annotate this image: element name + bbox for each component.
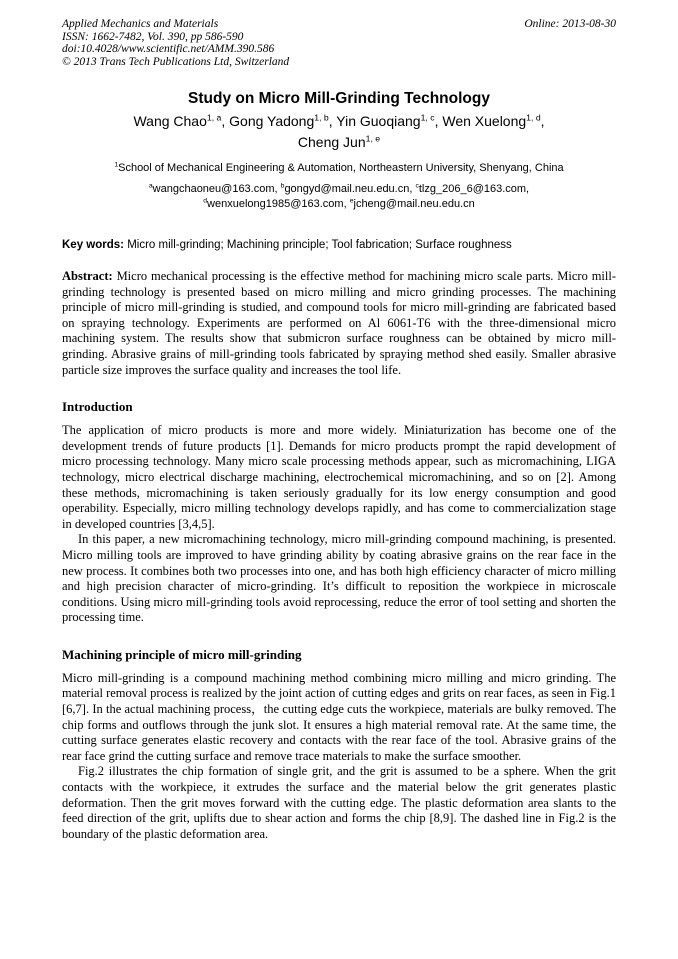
author-superscript: 1, b [314, 112, 329, 123]
author-line-2 [62, 132, 616, 153]
abstract-label: Abstract: [62, 269, 113, 283]
keywords-text: Micro mill-grinding; Machining principle; Tool fabrication; Surface roughness [127, 239, 512, 251]
copyright-line: © 2013 Trans Tech Publications Ltd, Switzerland [62, 55, 290, 68]
email-line-1 [62, 182, 616, 197]
affiliation [62, 161, 616, 175]
machining-principle-paragraph-1: Micro mill-grinding is a compound machining method combining micro milling and micro grinding. The material removal process is realized by the joint action of cutting edges and grits on rear faces, as seen in Fig.1 [6,7]. In the actual machining process，the cutting edge cuts the workpiece, materials are bulky removed. The chip forms and outflows through the junk slot. It ensures a high material removal rate. At the same time, the cutting surface generates elastic recovery and contacts with the rear face of the tool. Abrasive grains of the rear face grind the cutting surface and remove trace materials to make the surface smoother. [62, 670, 616, 763]
section-heading-introduction: Introduction [62, 399, 133, 415]
paper-title: Study on Micro Mill-Grinding Technology [188, 90, 490, 107]
email-address: wenxuelong1985@163.com, [207, 198, 350, 210]
email-address: wangchaoneu@163.com, [152, 183, 281, 195]
author-superscript: 1, d [526, 112, 541, 123]
abstract-text: Micro mechanical processing is the effective method for machining micro scale parts. Micro mill-grinding technology is presented based on micro milling and micro grinding processes. The machining principle of micro mill-grinding is studied, and compound tools for micro mill-grinding are fabricated based on spraying technology. Experiments are performed on Al 6061-T6 with the three-dimensional micro machining system. The results show that submicron surface roughness can be obtained by micro mill-grinding. Abrasive grains of mill-grinding tools fabricated by spraying method shed easily. Smaller abrasive particle size improves the surface quality and increases the tool life. [62, 269, 617, 377]
machining-principle-paragraph-2: Fig.2 illustrates the chip formation of single grit, and the grit is assumed to be a sphere. When the grit contacts with the workpiece, it extrudes the surface and the material below the grit generates plastic deformation. Then the grit moves forward with the cutting edge. The plastic deformation area slants to the feed direction of the grit, uplifts due to shear action and forms the chip [8,9]. The dashed line in Fig.2 is the boundary of the plastic deformation area. [62, 764, 616, 841]
author-list [62, 111, 616, 153]
author-name: Wang Chao [133, 113, 207, 129]
keywords-line [62, 238, 616, 253]
doi-line: doi:10.4028/www.scientific.net/AMM.390.586 [62, 43, 275, 55]
section-heading-machining-principle: Machining principle of micro mill-grinding [62, 646, 302, 662]
affiliation-text: School of Mechanical Engineering & Automation, Northeastern University, Shenyang, China [118, 162, 564, 174]
author-superscript: 1, e [365, 133, 381, 144]
author-line-1: Wang Chao$^{1, a}$, Gong Yadong$^{1, b}$, Yin Guoqiang$^{1, c}$, Wen Xuelong$^{1, d}$, [133, 112, 545, 129]
email-address: jcheng@mail.neu.edu.cn [353, 198, 475, 210]
email-superscript: b [280, 182, 285, 190]
introduction-paragraph-2: In this paper, a new micromachining technology, micro mill-grinding compound machining, is presented. Micro milling tools are improved to have grinding ability by coating abrasive grains on the rear face in the new process. It combines both two processes into one, and has both high efficiency character of micro milling and high precision character of micro-grinding. It’s difficult to reposition the workpiece in microscale conditions. Using micro mill-grinding tools avoid reprocessing, reduce the error of tool setting and shorten the processing time. [62, 532, 616, 625]
email-superscript: a [148, 182, 153, 190]
affiliation-superscript: 1 [114, 161, 119, 169]
author-superscript: 1, c [420, 112, 435, 123]
author-name: Wen Xuelong [442, 113, 527, 129]
abstract [62, 269, 616, 378]
journal-info [62, 18, 289, 68]
keywords-label: Key words: [62, 239, 124, 251]
author-name: Cheng Jun [297, 134, 366, 150]
publication-header [62, 18, 616, 68]
email-address: gongyd@mail.neu.edu.cn, [284, 183, 416, 195]
journal-name: Applied Mechanics and Materials [62, 18, 219, 30]
author-superscript: 1, a [206, 112, 222, 123]
online-date: Online: 2013-08-30 [524, 18, 616, 30]
email-superscript: d [203, 197, 208, 205]
author-name: Gong Yadong [229, 113, 315, 129]
email-address: tlzg_206_6@163.com, [418, 183, 530, 195]
email-superscript: e [349, 197, 354, 205]
issn-line: ISSN: 1662-7482, Vol. 390, pp 586-590 [62, 30, 244, 43]
email-superscript: c [415, 182, 419, 190]
email-line-2 [62, 197, 616, 212]
email-list [62, 182, 616, 212]
introduction-paragraph-1: The application of micro products is more and more widely. Miniaturization has become one of the development trends of future products [1]. Demands for micro products prompt the rapid development of micro processing technology. Many micro scale processing methods appear, such as micromachining, LIGA technology, micro electrical discharge machining, electrochemical micromachining, and so on [2]. Among these methods, micromachining is taken seriously gradually for its low energy consumption and good operability. Especially, micro milling technology develops rapidly, and has come to commercialization stage in developed countries [3,4,5]. [62, 423, 616, 531]
author-name: Yin Guoqiang [336, 113, 421, 129]
